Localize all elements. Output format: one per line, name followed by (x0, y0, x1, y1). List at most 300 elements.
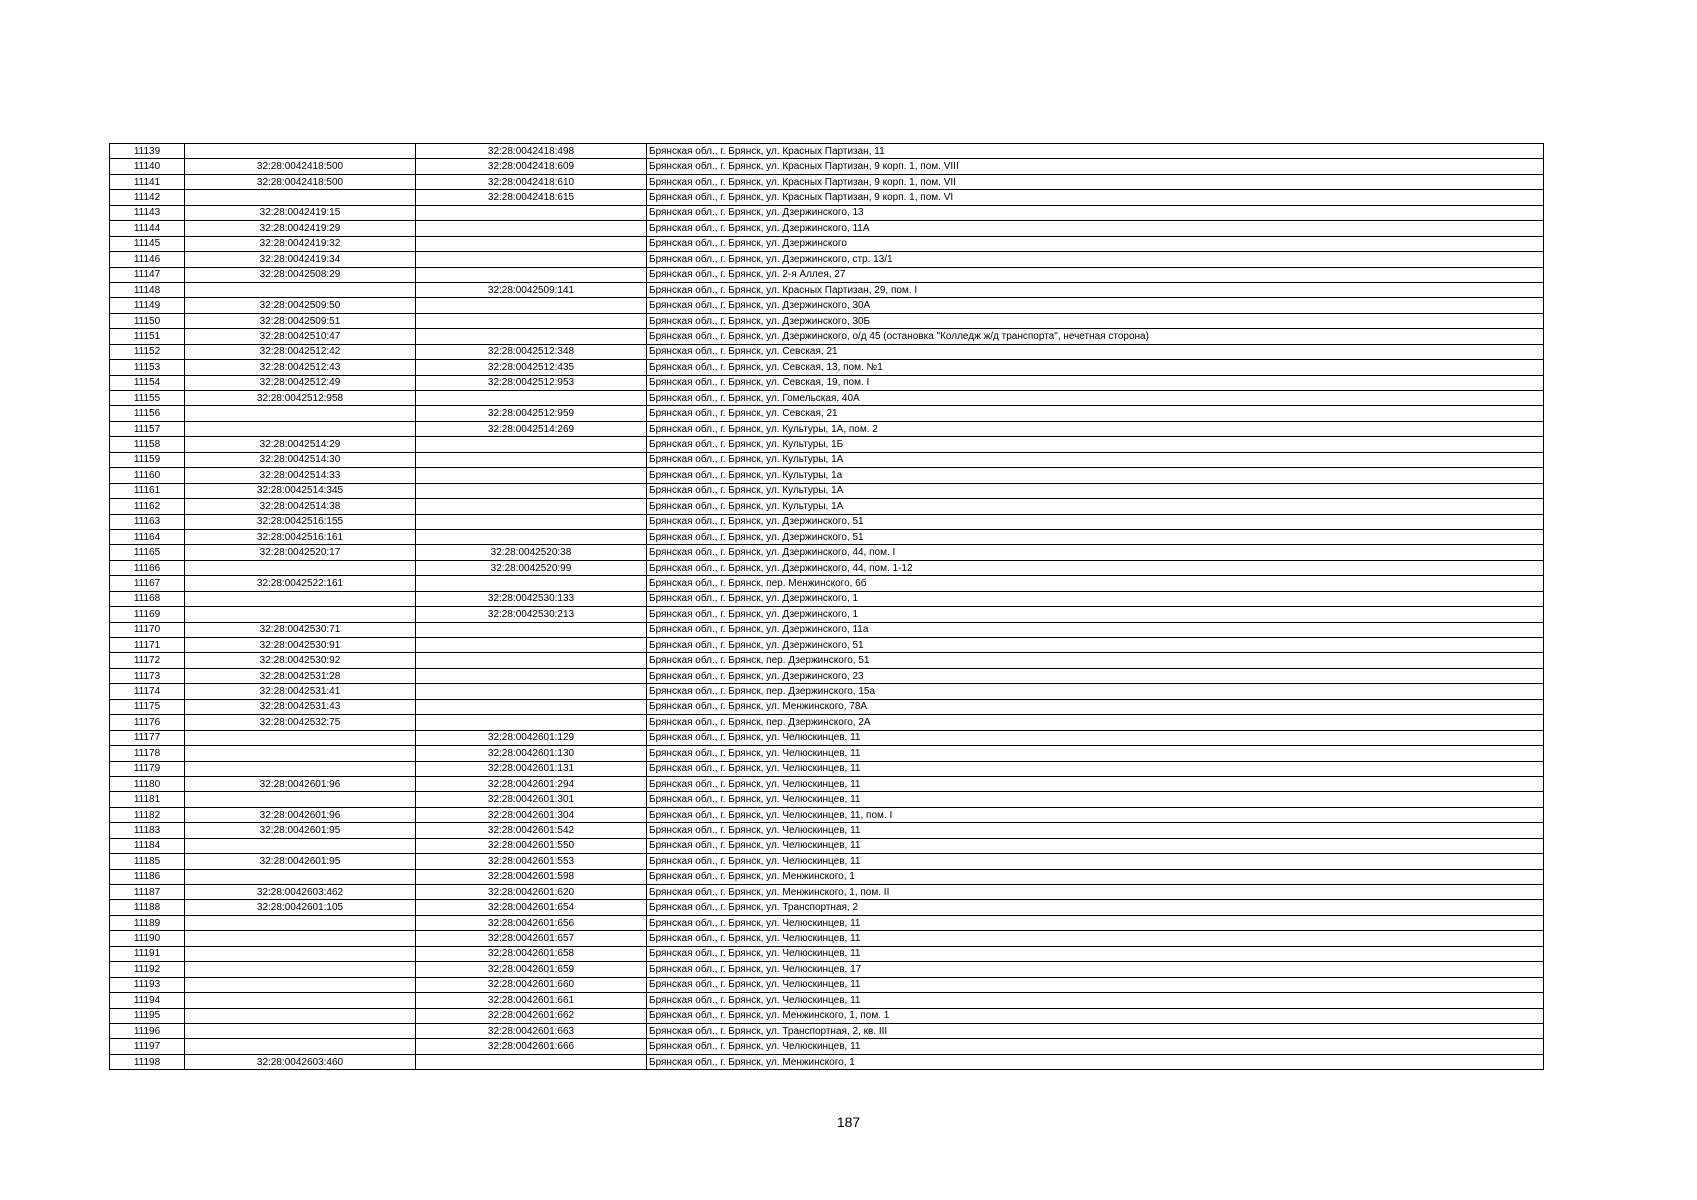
row-number-cell: 11161 (110, 483, 185, 498)
parcel-cadastral-cell (185, 1008, 416, 1023)
parcel-cadastral-cell: 32:28:0042512:42 (185, 344, 416, 359)
row-number-cell: 11193 (110, 977, 185, 992)
address-cell: Брянская обл., г. Брянск, ул. Челюскинцев, 11 (647, 946, 1544, 961)
address-cell: Брянская обл., г. Брянск, ул. Культуры, 1А (647, 452, 1544, 467)
address-cell: Брянская обл., г. Брянск, ул. Дзержинского, 30А (647, 298, 1544, 313)
parcel-cadastral-cell (185, 421, 416, 436)
parcel-cadastral-cell: 32:28:0042601:105 (185, 900, 416, 915)
parcel-cadastral-cell: 32:28:0042601:95 (185, 823, 416, 838)
table-row (110, 391, 1544, 406)
table-row (110, 946, 1544, 961)
table-row (110, 931, 1544, 946)
parcel-cadastral-cell (185, 915, 416, 930)
table-row (110, 1023, 1544, 1038)
row-number-cell: 11154 (110, 375, 185, 390)
address-cell: Брянская обл., г. Брянск, ул. Дзержинского, стр. 13/1 (647, 252, 1544, 267)
table-row (110, 174, 1544, 189)
parcel-cadastral-cell: 32:28:0042512:49 (185, 375, 416, 390)
building-cadastral-cell (416, 452, 647, 467)
building-cadastral-cell: 32:28:0042512:435 (416, 360, 647, 375)
registry-table (109, 143, 1544, 1070)
building-cadastral-cell: 32:28:0042601:660 (416, 977, 647, 992)
building-cadastral-cell: 32:28:0042601:657 (416, 931, 647, 946)
table-row (110, 375, 1544, 390)
table-row (110, 838, 1544, 853)
table-row (110, 499, 1544, 514)
row-number-cell: 11167 (110, 576, 185, 591)
row-number-cell: 11185 (110, 854, 185, 869)
building-cadastral-cell (416, 391, 647, 406)
row-number-cell: 11177 (110, 730, 185, 745)
address-cell: Брянская обл., г. Брянск, ул. Челюскинцев, 11 (647, 854, 1544, 869)
parcel-cadastral-cell (185, 591, 416, 606)
address-cell: Брянская обл., г. Брянск, ул. Севская, 19, пом. I (647, 375, 1544, 390)
building-cadastral-cell (416, 684, 647, 699)
address-cell: Брянская обл., г. Брянск, ул. Менжинского, 78А (647, 699, 1544, 714)
address-cell: Брянская обл., г. Брянск, ул. Дзержинского, 44, пом. I (647, 545, 1544, 560)
address-cell: Брянская обл., г. Брянск, ул. Дзержинского, 1 (647, 591, 1544, 606)
table-row (110, 267, 1544, 282)
row-number-cell: 11148 (110, 282, 185, 297)
table-row (110, 684, 1544, 699)
parcel-cadastral-cell: 32:28:0042532:75 (185, 715, 416, 730)
table-row (110, 282, 1544, 297)
address-cell: Брянская обл., г. Брянск, ул. Челюскинцев, 11 (647, 746, 1544, 761)
address-cell: Брянская обл., г. Брянск, ул. Менжинского, 1, пом. 1 (647, 1008, 1544, 1023)
table-row (110, 622, 1544, 637)
building-cadastral-cell (416, 499, 647, 514)
building-cadastral-cell (416, 668, 647, 683)
table-row (110, 638, 1544, 653)
table-row (110, 1008, 1544, 1023)
table-row (110, 329, 1544, 344)
building-cadastral-cell (416, 653, 647, 668)
row-number-cell: 11169 (110, 607, 185, 622)
address-cell: Брянская обл., г. Брянск, ул. Культуры, 1а (647, 468, 1544, 483)
building-cadastral-cell: 32:28:0042530:133 (416, 591, 647, 606)
building-cadastral-cell: 32:28:0042601:620 (416, 885, 647, 900)
address-cell: Брянская обл., г. Брянск, ул. Красных Партизан, 9 корп. 1, пом. VI (647, 190, 1544, 205)
table-row (110, 221, 1544, 236)
address-cell: Брянская обл., г. Брянск, ул. Дзержинского, 13 (647, 205, 1544, 220)
building-cadastral-cell (416, 468, 647, 483)
row-number-cell: 11192 (110, 962, 185, 977)
table-row (110, 977, 1544, 992)
address-cell: Брянская обл., г. Брянск, пер. Дзержинского, 2А (647, 715, 1544, 730)
building-cadastral-cell: 32:28:0042601:131 (416, 761, 647, 776)
row-number-cell: 11149 (110, 298, 185, 313)
building-cadastral-cell: 32:28:0042512:953 (416, 375, 647, 390)
row-number-cell: 11142 (110, 190, 185, 205)
table-row (110, 1039, 1544, 1054)
parcel-cadastral-cell (185, 962, 416, 977)
building-cadastral-cell (416, 313, 647, 328)
row-number-cell: 11197 (110, 1039, 185, 1054)
building-cadastral-cell (416, 437, 647, 452)
table-row (110, 915, 1544, 930)
parcel-cadastral-cell: 32:28:0042531:28 (185, 668, 416, 683)
row-number-cell: 11184 (110, 838, 185, 853)
building-cadastral-cell: 32:28:0042601:130 (416, 746, 647, 761)
row-number-cell: 11155 (110, 391, 185, 406)
table-row (110, 668, 1544, 683)
building-cadastral-cell: 32:28:0042601:129 (416, 730, 647, 745)
building-cadastral-cell: 32:28:0042520:99 (416, 560, 647, 575)
parcel-cadastral-cell: 32:28:0042508:29 (185, 267, 416, 282)
address-cell: Брянская обл., г. Брянск, ул. Челюскинцев, 11 (647, 730, 1544, 745)
parcel-cadastral-cell: 32:28:0042419:15 (185, 205, 416, 220)
address-cell: Брянская обл., г. Брянск, ул. Дзержинского, о/д 45 (остановка "Колледж ж/д транспорта", нечетная сторона) (647, 329, 1544, 344)
building-cadastral-cell: 32:28:0042601:550 (416, 838, 647, 853)
parcel-cadastral-cell: 32:28:0042419:29 (185, 221, 416, 236)
row-number-cell: 11165 (110, 545, 185, 560)
parcel-cadastral-cell: 32:28:0042419:32 (185, 236, 416, 251)
row-number-cell: 11162 (110, 499, 185, 514)
row-number-cell: 11150 (110, 313, 185, 328)
building-cadastral-cell (416, 252, 647, 267)
building-cadastral-cell (416, 638, 647, 653)
table-row (110, 252, 1544, 267)
table-row (110, 900, 1544, 915)
table-row (110, 437, 1544, 452)
parcel-cadastral-cell: 32:28:0042530:92 (185, 653, 416, 668)
row-number-cell: 11146 (110, 252, 185, 267)
address-cell: Брянская обл., г. Брянск, ул. Дзержинского (647, 236, 1544, 251)
address-cell: Брянская обл., г. Брянск, пер. Менжинского, 6б (647, 576, 1544, 591)
row-number-cell: 11168 (110, 591, 185, 606)
table-row (110, 483, 1544, 498)
building-cadastral-cell (416, 329, 647, 344)
table-row (110, 607, 1544, 622)
address-cell: Брянская обл., г. Брянск, ул. Севская, 13, пом. №1 (647, 360, 1544, 375)
address-cell: Брянская обл., г. Брянск, пер. Дзержинского, 51 (647, 653, 1544, 668)
row-number-cell: 11188 (110, 900, 185, 915)
parcel-cadastral-cell: 32:28:0042531:41 (185, 684, 416, 699)
address-cell: Брянская обл., г. Брянск, ул. Культуры, 1А, пом. 2 (647, 421, 1544, 436)
parcel-cadastral-cell (185, 838, 416, 853)
parcel-cadastral-cell: 32:28:0042509:50 (185, 298, 416, 313)
table-row (110, 514, 1544, 529)
row-number-cell: 11175 (110, 699, 185, 714)
table-row (110, 313, 1544, 328)
table-row (110, 885, 1544, 900)
parcel-cadastral-cell (185, 792, 416, 807)
address-cell: Брянская обл., г. Брянск, ул. Челюскинцев, 11 (647, 1039, 1544, 1054)
parcel-cadastral-cell: 32:28:0042603:460 (185, 1054, 416, 1069)
parcel-cadastral-cell (185, 560, 416, 575)
table-row (110, 823, 1544, 838)
parcel-cadastral-cell: 32:28:0042522:161 (185, 576, 416, 591)
parcel-cadastral-cell (185, 406, 416, 421)
row-number-cell: 11183 (110, 823, 185, 838)
row-number-cell: 11191 (110, 946, 185, 961)
parcel-cadastral-cell (185, 730, 416, 745)
address-cell: Брянская обл., г. Брянск, ул. Менжинского, 1 (647, 1054, 1544, 1069)
table-row (110, 962, 1544, 977)
parcel-cadastral-cell: 32:28:0042530:71 (185, 622, 416, 637)
address-cell: Брянская обл., г. Брянск, ул. Дзержинского, 30Б (647, 313, 1544, 328)
parcel-cadastral-cell: 32:28:0042514:30 (185, 452, 416, 467)
row-number-cell: 11141 (110, 174, 185, 189)
row-number-cell: 11139 (110, 144, 185, 159)
parcel-cadastral-cell (185, 931, 416, 946)
parcel-cadastral-cell (185, 607, 416, 622)
building-cadastral-cell: 32:28:0042418:609 (416, 159, 647, 174)
row-number-cell: 11144 (110, 221, 185, 236)
address-cell: Брянская обл., г. Брянск, ул. Челюскинцев, 11 (647, 915, 1544, 930)
parcel-cadastral-cell: 32:28:0042514:38 (185, 499, 416, 514)
row-number-cell: 11143 (110, 205, 185, 220)
building-cadastral-cell: 32:28:0042601:542 (416, 823, 647, 838)
building-cadastral-cell: 32:28:0042601:553 (416, 854, 647, 869)
row-number-cell: 11151 (110, 329, 185, 344)
parcel-cadastral-cell: 32:28:0042514:33 (185, 468, 416, 483)
address-cell: Брянская обл., г. Брянск, ул. Транспортная, 2, кв. III (647, 1023, 1544, 1038)
row-number-cell: 11198 (110, 1054, 185, 1069)
parcel-cadastral-cell: 32:28:0042510:47 (185, 329, 416, 344)
building-cadastral-cell (416, 236, 647, 251)
building-cadastral-cell: 32:28:0042601:659 (416, 962, 647, 977)
parcel-cadastral-cell (185, 761, 416, 776)
building-cadastral-cell (416, 221, 647, 236)
parcel-cadastral-cell: 32:28:0042418:500 (185, 174, 416, 189)
building-cadastral-cell (416, 483, 647, 498)
row-number-cell: 11178 (110, 746, 185, 761)
building-cadastral-cell: 32:28:0042601:304 (416, 807, 647, 822)
table-row (110, 792, 1544, 807)
address-cell: Брянская обл., г. Брянск, ул. Челюскинцев, 11, пом. I (647, 807, 1544, 822)
table-row (110, 576, 1544, 591)
row-number-cell: 11194 (110, 993, 185, 1008)
table-row (110, 807, 1544, 822)
building-cadastral-cell: 32:28:0042512:959 (416, 406, 647, 421)
address-cell: Брянская обл., г. Брянск, ул. Дзержинского, 11А (647, 221, 1544, 236)
building-cadastral-cell: 32:28:0042418:498 (416, 144, 647, 159)
row-number-cell: 11140 (110, 159, 185, 174)
building-cadastral-cell (416, 1054, 647, 1069)
row-number-cell: 11164 (110, 529, 185, 544)
parcel-cadastral-cell: 32:28:0042530:91 (185, 638, 416, 653)
table-row (110, 869, 1544, 884)
table-row (110, 529, 1544, 544)
address-cell: Брянская обл., г. Брянск, ул. Культуры, 1А (647, 483, 1544, 498)
building-cadastral-cell (416, 267, 647, 282)
address-cell: Брянская обл., г. Брянск, ул. Севская, 21 (647, 344, 1544, 359)
table-row (110, 205, 1544, 220)
building-cadastral-cell: 32:28:0042601:662 (416, 1008, 647, 1023)
table-row (110, 344, 1544, 359)
table-row (110, 360, 1544, 375)
building-cadastral-cell: 32:28:0042530:213 (416, 607, 647, 622)
row-number-cell: 11186 (110, 869, 185, 884)
parcel-cadastral-cell: 32:28:0042601:96 (185, 807, 416, 822)
table-row (110, 406, 1544, 421)
row-number-cell: 11170 (110, 622, 185, 637)
table-row (110, 993, 1544, 1008)
parcel-cadastral-cell: 32:28:0042418:500 (185, 159, 416, 174)
parcel-cadastral-cell: 32:28:0042516:161 (185, 529, 416, 544)
table-row (110, 746, 1544, 761)
row-number-cell: 11187 (110, 885, 185, 900)
building-cadastral-cell (416, 622, 647, 637)
row-number-cell: 11176 (110, 715, 185, 730)
row-number-cell: 11159 (110, 452, 185, 467)
parcel-cadastral-cell: 32:28:0042512:43 (185, 360, 416, 375)
table-row (110, 159, 1544, 174)
table-row (110, 298, 1544, 313)
building-cadastral-cell: 32:28:0042601:663 (416, 1023, 647, 1038)
parcel-cadastral-cell (185, 746, 416, 761)
table-row (110, 236, 1544, 251)
table-row (110, 452, 1544, 467)
building-cadastral-cell: 32:28:0042601:654 (416, 900, 647, 915)
page-number: 187 (836, 1114, 861, 1130)
table-row (110, 715, 1544, 730)
table-row (110, 144, 1544, 159)
row-number-cell: 11195 (110, 1008, 185, 1023)
table-row (110, 699, 1544, 714)
parcel-cadastral-cell: 32:28:0042531:43 (185, 699, 416, 714)
building-cadastral-cell: 32:28:0042514:269 (416, 421, 647, 436)
building-cadastral-cell (416, 529, 647, 544)
address-cell: Брянская обл., г. Брянск, ул. Дзержинского, 1 (647, 607, 1544, 622)
row-number-cell: 11172 (110, 653, 185, 668)
address-cell: Брянская обл., г. Брянск, ул. Челюскинцев, 17 (647, 962, 1544, 977)
building-cadastral-cell (416, 298, 647, 313)
address-cell: Брянская обл., г. Брянск, ул. 2-я Аллея, 27 (647, 267, 1544, 282)
address-cell: Брянская обл., г. Брянск, ул. Транспортная, 2 (647, 900, 1544, 915)
address-cell: Брянская обл., г. Брянск, ул. Дзержинского, 51 (647, 514, 1544, 529)
row-number-cell: 11174 (110, 684, 185, 699)
parcel-cadastral-cell: 32:28:0042419:34 (185, 252, 416, 267)
address-cell: Брянская обл., г. Брянск, ул. Дзержинского, 11а (647, 622, 1544, 637)
row-number-cell: 11182 (110, 807, 185, 822)
parcel-cadastral-cell: 32:28:0042520:17 (185, 545, 416, 560)
address-cell: Брянская обл., г. Брянск, ул. Красных Партизан, 11 (647, 144, 1544, 159)
address-cell: Брянская обл., г. Брянск, ул. Менжинского, 1 (647, 869, 1544, 884)
address-cell: Брянская обл., г. Брянск, ул. Дзержинского, 51 (647, 638, 1544, 653)
parcel-cadastral-cell (185, 190, 416, 205)
address-cell: Брянская обл., г. Брянск, ул. Дзержинского, 51 (647, 529, 1544, 544)
address-cell: Брянская обл., г. Брянск, ул. Челюскинцев, 11 (647, 993, 1544, 1008)
table-row (110, 468, 1544, 483)
row-number-cell: 11163 (110, 514, 185, 529)
row-number-cell: 11173 (110, 668, 185, 683)
address-cell: Брянская обл., г. Брянск, ул. Культуры, 1Б (647, 437, 1544, 452)
address-cell: Брянская обл., г. Брянск, ул. Севская, 21 (647, 406, 1544, 421)
building-cadastral-cell: 32:28:0042601:301 (416, 792, 647, 807)
row-number-cell: 11166 (110, 560, 185, 575)
address-cell: Брянская обл., г. Брянск, ул. Красных Партизан, 9 корп. 1, пом. VIII (647, 159, 1544, 174)
address-cell: Брянская обл., г. Брянск, ул. Челюскинцев, 11 (647, 977, 1544, 992)
row-number-cell: 11189 (110, 915, 185, 930)
row-number-cell: 11157 (110, 421, 185, 436)
registry-table-body (110, 144, 1544, 1070)
table-row (110, 776, 1544, 791)
row-number-cell: 11156 (110, 406, 185, 421)
address-cell: Брянская обл., г. Брянск, ул. Челюскинцев, 11 (647, 823, 1544, 838)
address-cell: Брянская обл., г. Брянск, ул. Челюскинцев, 11 (647, 761, 1544, 776)
address-cell: Брянская обл., г. Брянск, ул. Челюскинцев, 11 (647, 838, 1544, 853)
parcel-cadastral-cell: 32:28:0042601:96 (185, 776, 416, 791)
parcel-cadastral-cell (185, 144, 416, 159)
parcel-cadastral-cell (185, 993, 416, 1008)
building-cadastral-cell: 32:28:0042418:615 (416, 190, 647, 205)
table-row (110, 1054, 1544, 1069)
table-row (110, 730, 1544, 745)
address-cell: Брянская обл., г. Брянск, ул. Гомельская, 40А (647, 391, 1544, 406)
row-number-cell: 11147 (110, 267, 185, 282)
address-cell: Брянская обл., г. Брянск, ул. Менжинского, 1, пом. II (647, 885, 1544, 900)
building-cadastral-cell (416, 715, 647, 730)
parcel-cadastral-cell: 32:28:0042603:462 (185, 885, 416, 900)
address-cell: Брянская обл., г. Брянск, ул. Красных Партизан, 29, пом. I (647, 282, 1544, 297)
row-number-cell: 11180 (110, 776, 185, 791)
row-number-cell: 11160 (110, 468, 185, 483)
address-cell: Брянская обл., г. Брянск, ул. Культуры, 1А (647, 499, 1544, 514)
building-cadastral-cell (416, 699, 647, 714)
row-number-cell: 11158 (110, 437, 185, 452)
building-cadastral-cell: 32:28:0042601:656 (416, 915, 647, 930)
row-number-cell: 11153 (110, 360, 185, 375)
parcel-cadastral-cell (185, 1023, 416, 1038)
building-cadastral-cell (416, 514, 647, 529)
building-cadastral-cell: 32:28:0042601:658 (416, 946, 647, 961)
building-cadastral-cell: 32:28:0042418:610 (416, 174, 647, 189)
parcel-cadastral-cell (185, 869, 416, 884)
table-row (110, 591, 1544, 606)
building-cadastral-cell: 32:28:0042520:38 (416, 545, 647, 560)
table-row (110, 854, 1544, 869)
address-cell: Брянская обл., г. Брянск, ул. Челюскинцев, 11 (647, 931, 1544, 946)
building-cadastral-cell: 32:28:0042601:294 (416, 776, 647, 791)
parcel-cadastral-cell (185, 946, 416, 961)
parcel-cadastral-cell: 32:28:0042516:155 (185, 514, 416, 529)
row-number-cell: 11152 (110, 344, 185, 359)
building-cadastral-cell: 32:28:0042512:348 (416, 344, 647, 359)
row-number-cell: 11145 (110, 236, 185, 251)
table-row (110, 190, 1544, 205)
address-cell: Брянская обл., г. Брянск, ул. Дзержинского, 44, пом. 1-12 (647, 560, 1544, 575)
parcel-cadastral-cell (185, 1039, 416, 1054)
parcel-cadastral-cell: 32:28:0042512:958 (185, 391, 416, 406)
building-cadastral-cell (416, 576, 647, 591)
building-cadastral-cell: 32:28:0042601:598 (416, 869, 647, 884)
table-row (110, 545, 1544, 560)
parcel-cadastral-cell: 32:28:0042601:95 (185, 854, 416, 869)
building-cadastral-cell: 32:28:0042509:141 (416, 282, 647, 297)
parcel-cadastral-cell: 32:28:0042514:29 (185, 437, 416, 452)
parcel-cadastral-cell: 32:28:0042514:345 (185, 483, 416, 498)
building-cadastral-cell (416, 205, 647, 220)
table-row (110, 653, 1544, 668)
table-row (110, 421, 1544, 436)
building-cadastral-cell: 32:28:0042601:661 (416, 993, 647, 1008)
parcel-cadastral-cell (185, 977, 416, 992)
address-cell: Брянская обл., г. Брянск, ул. Челюскинцев, 11 (647, 792, 1544, 807)
parcel-cadastral-cell: 32:28:0042509:51 (185, 313, 416, 328)
address-cell: Брянская обл., г. Брянск, ул. Красных Партизан, 9 корп. 1, пом. VII (647, 174, 1544, 189)
building-cadastral-cell: 32:28:0042601:666 (416, 1039, 647, 1054)
table-row (110, 560, 1544, 575)
row-number-cell: 11179 (110, 761, 185, 776)
address-cell: Брянская обл., г. Брянск, ул. Дзержинского, 23 (647, 668, 1544, 683)
address-cell: Брянская обл., г. Брянск, пер. Дзержинского, 15а (647, 684, 1544, 699)
parcel-cadastral-cell (185, 282, 416, 297)
row-number-cell: 11196 (110, 1023, 185, 1038)
row-number-cell: 11181 (110, 792, 185, 807)
row-number-cell: 11171 (110, 638, 185, 653)
